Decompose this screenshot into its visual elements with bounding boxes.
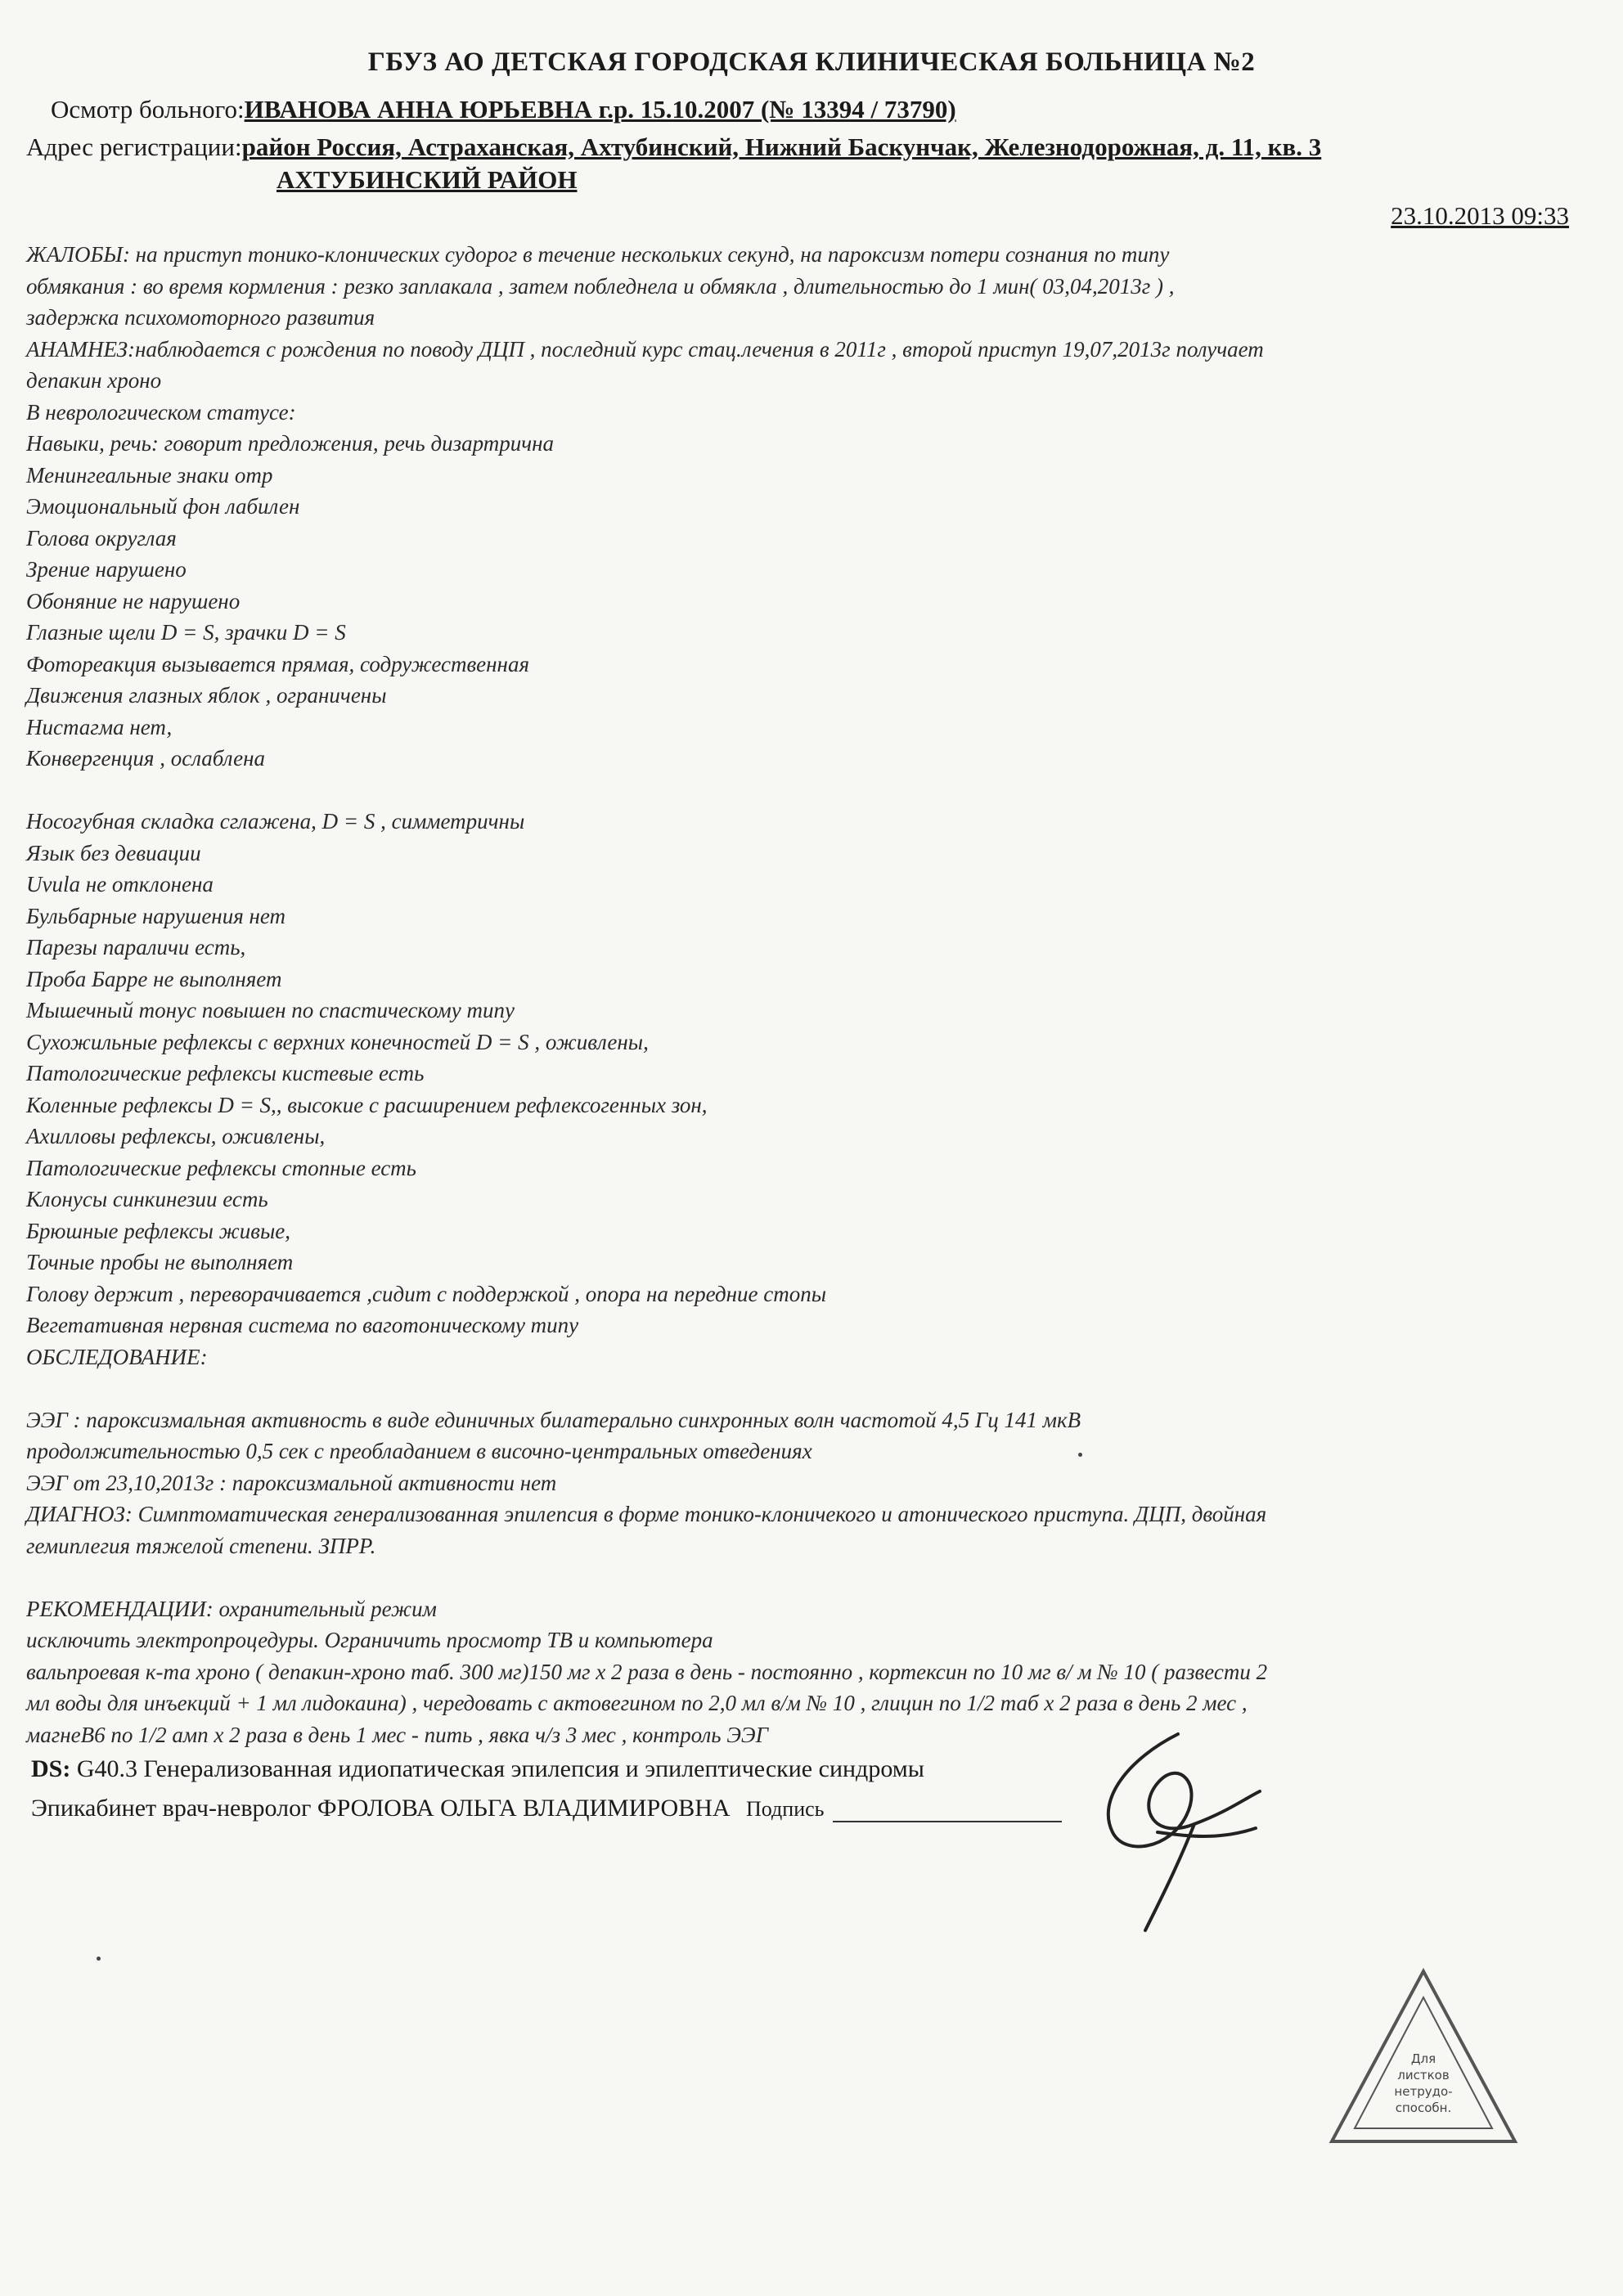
address-label: Адрес регистрации: <box>26 133 242 161</box>
signature-line <box>833 1821 1062 1822</box>
text-line: ЭЭГ : пароксизмальная активность в виде единичных билатерально синхронных волн частотой 4,5 Гц 141 мкВ <box>26 1407 1081 1432</box>
text-line: Голову держит , переворачивается ,сидит с поддержкой , опора на передние стопы <box>26 1281 826 1306</box>
text-line: мл воды для инъекций + 1 мл лидокаина) , чередовать с актовегином по 2,0 мл в/м № 10 , глицин по 1/2 таб х 2 раза в день 2 мес , <box>26 1691 1248 1715</box>
text-line: В неврологическом статусе: <box>26 399 296 425</box>
address-value: район Россия, Астраханская, Ахтубинский, Нижний Баскунчак, Железнодорожная, д. 11, кв. 3 <box>241 133 1322 161</box>
text-line: ЖАЛОБЫ: на приступ тонико-клонических судорог в течение нескольких секунд, на пароксизм потери сознания по типу <box>26 242 1170 267</box>
doctor-line <box>31 1795 1062 1822</box>
text-line: Нистагма нет, <box>26 714 173 739</box>
ds-line <box>31 1755 924 1783</box>
speck <box>97 1957 101 1961</box>
text-line: Голова округлая <box>26 525 177 550</box>
text-line: Менингеальные знаки отр <box>26 462 273 488</box>
text-line: Проба Барре не выполняет <box>26 966 282 991</box>
neuro-status-continued <box>26 806 1580 1373</box>
text-line: Глазные щели D = S, зрачки D = S <box>26 620 346 645</box>
text-line: Бульбарные нарушения нет <box>26 903 286 928</box>
anamnesis-section <box>26 334 1580 397</box>
text-line: Коленные рефлексы D = S,, высокие с расширением рефлексогенных зон, <box>26 1092 708 1117</box>
text-line: продолжительностью 0,5 сек с преобладанием в височно-центральных отведениях <box>26 1439 812 1463</box>
doctor-text: Эпикабинет врач-невролог ФРОЛОВА ОЛЬГА ВЛАДИМИРОВНА <box>31 1795 731 1822</box>
text-line: Брюшные рефлексы живые, <box>26 1218 290 1243</box>
text-line: Клонусы синкинезии есть <box>26 1187 268 1211</box>
stamp-text: листков <box>1397 2068 1450 2083</box>
text-line: Патологические рефлексы кистевые есть <box>26 1061 425 1085</box>
address-district: АХТУБИНСКИЙ РАЙОН <box>276 165 578 194</box>
diagnosis-line: ДИАГНОЗ: Симптоматическая генерализованная эпилепсия в форме тонико-клоничекого и атонического приступа. ДЦП, двойная <box>26 1502 1267 1526</box>
text-line: АНАМНЕЗ:наблюдается с рождения по поводу ДЦП , последний курс стац.лечения в 2011г , второй приступ 19,07,2013г получает <box>26 336 1264 362</box>
text-line: Конвергенция , ослаблена <box>26 746 266 771</box>
text-line: обмякания : во время кормления : резко заплакала , затем побледнела и обмякла , длительностью до 1 мин( 03,04,2013г ) , <box>26 273 1175 299</box>
ds-text: G40.3 Генерализованная идиопатическая эпилепсия и эпилептические синдромы <box>70 1755 924 1782</box>
recommendations-section <box>26 1593 1580 1751</box>
speck <box>1078 1453 1082 1457</box>
exam-body <box>26 239 1580 1750</box>
exam-datetime: 23.10.2013 09:33 <box>1391 201 1569 230</box>
text-line: Язык без девиации <box>26 840 201 865</box>
text-line: Навыки, речь: говорит предложения, речь дизартрична <box>26 431 555 456</box>
patient-row <box>51 95 956 124</box>
text-line: Патологические рефлексы стопные есть <box>26 1155 416 1180</box>
address-row <box>26 133 1321 162</box>
text-line: Uvula не отклонена <box>26 872 214 896</box>
text-line: Обоняние не нарушено <box>26 588 241 613</box>
stamp-text: способн. <box>1395 2101 1452 2115</box>
sign-label: Подпись <box>746 1797 825 1821</box>
text-line: магнеВ6 по 1/2 амп х 2 раза в день 1 мес - пить , явка ч/з 3 мес , контроль ЭЭГ <box>26 1722 768 1747</box>
text-line: Фотореакция вызывается прямая, содружественная <box>26 651 530 676</box>
complaints-section <box>26 239 1580 334</box>
hospital-title: ГБУЗ АО ДЕТСКАЯ ГОРОДСКАЯ КЛИНИЧЕСКАЯ БОЛЬНИЦА №2 <box>367 47 1256 77</box>
ds-label: DS: <box>31 1755 71 1782</box>
signature-icon <box>1080 1726 1276 1939</box>
text-line: ОБСЛЕДОВАНИЕ: <box>26 1344 208 1369</box>
text-line: Ахилловы рефлексы, оживлены, <box>26 1124 326 1148</box>
text-line: Парезы параличи есть, <box>26 935 246 959</box>
text-line: задержка психомоторного развития <box>26 305 375 330</box>
text-line: ЭЭГ от 23,10,2013г : пароксизмальной активности нет <box>26 1470 557 1495</box>
text-line: вальпроевая к-та хроно ( депакин-хроно таб. 300 мг)150 мг х 2 раза в день - постоянно , кортексин по 10 мг в/ м № 10 ( развести 2 <box>26 1659 1268 1684</box>
stamp-icon <box>1325 1963 1522 2151</box>
exam-section <box>26 1404 1580 1562</box>
text-line: Носогубная складка сглажена, D = S , симметричны <box>26 809 525 833</box>
text-line: Точные пробы не выполняет <box>26 1250 294 1274</box>
patient-value: ИВАНОВА АННА ЮРЬЕВНА г.р. 15.10.2007 (№ 13394 / 73790) <box>244 95 956 124</box>
blank-line <box>26 1561 1580 1593</box>
text-line: РЕКОМЕНДАЦИИ: охранительный режим <box>26 1596 437 1621</box>
stamp-text: Для <box>1410 2051 1436 2066</box>
patient-label: Осмотр больного: <box>51 95 245 124</box>
text-line: Зрение нарушено <box>26 557 187 582</box>
diagnosis-line: гемиплегия тяжелой степени. ЗПРР. <box>26 1533 376 1558</box>
neuro-status-section <box>26 397 1580 775</box>
blank-line <box>26 1373 1580 1404</box>
text-line: Эмоциональный фон лабилен <box>26 494 300 519</box>
stamp-text: нетрудо- <box>1394 2084 1453 2099</box>
text-line: исключить электропроцедуры. Ограничить просмотр ТВ и компьютера <box>26 1628 713 1652</box>
text-line: Движения глазных яблок , ограничены <box>26 683 387 708</box>
blank-line <box>26 775 1580 807</box>
text-line: Вегетативная нервная система по ваготоническому типу <box>26 1313 579 1337</box>
text-line: депакин хроно <box>26 368 162 393</box>
text-line: Мышечный тонус повышен по спастическому типу <box>26 998 515 1022</box>
text-line: Сухожильные рефлексы с верхних конечностей D = S , оживлены, <box>26 1029 649 1054</box>
